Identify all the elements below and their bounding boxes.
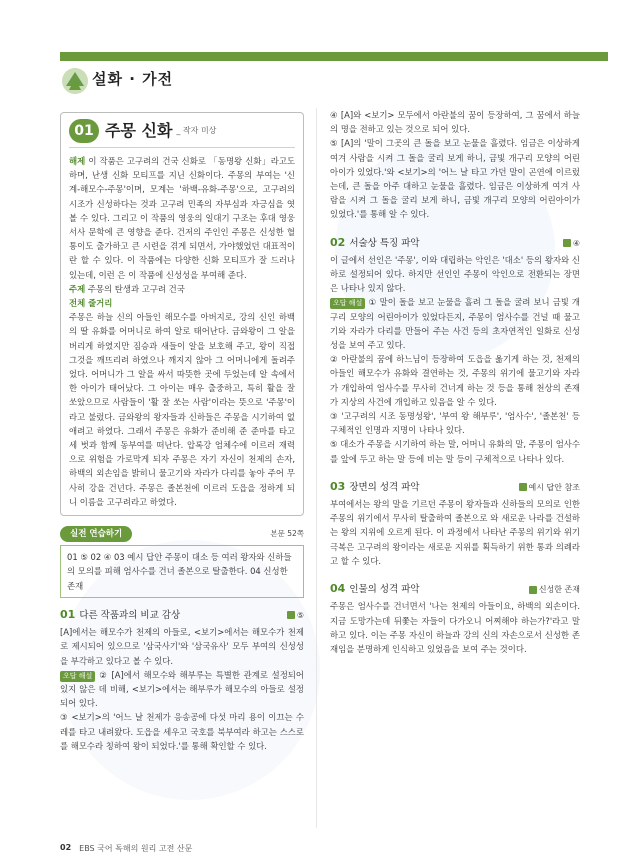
work-header: [69, 119, 295, 148]
summary-label: 전체 줄거리: [69, 298, 113, 309]
q04-body: 주몽은 엄사수를 건너면서 '나는 천제의 아들이요, 하백의 외손이다. 지금 도망가는데 뒤쫓는 자들이 다가오니 어찌해야 하는가?'라고 말하고 있다. 이는 주몽 자신이 하늘과 강의 신의 자손으로서 신성한 존재임을 분명하게 인식하고 있었음을 보여 주는 것이다.: [330, 601, 580, 654]
practice-page-ref: 본문 52쪽: [270, 529, 304, 539]
q01-title: 다른 작품과의 비교 감상: [79, 609, 181, 621]
q02-body2: ② 아란불의 꿈에 하느님이 등장하여 도읍을 옮기게 하는 것, 천제의 아들인 해모수가 유화와 결연하는 것, 주몽의 위기에 물고기와 자라가 개입하여 엄사수를 무사히 건너게 하는 것 등을 통해 천상의 존재가 지상의 사건에 개입하고 있음을 알 수 있다.: [330, 354, 580, 407]
answer-icon: [529, 586, 537, 594]
q03-title: 장면의 성격 파악: [349, 481, 420, 493]
q03-body: 부여에서는 왕의 말을 기르던 주몽이 왕자들과 신하들의 모의로 인한 주몽의 위기에서 무사히 탈출하여 졸본으로 와 새로운 나라를 건설하는 왕의 지위에 오르게 된다. 이 과정에서 나타난 주몽의 위기와 위기 극복은 고구려의 왕이라는 새로운 지위를 획득하기 위한 통과 의례라고 할 수 있다.: [330, 499, 580, 566]
rc-p2: ⑤ [A]의 '말이 그곳의 큰 돌을 보고 눈물을 흘렸다. 임금은 이상하게 여겨 사람을 시켜 그 돌을 굴리 보게 하니, 금빛 개구리 모양의 어린아이가 있었다.'와 <보기>의 '어느 날 타고 가던 말이 곤연에 이르렀는데, 큰 돌을 아주 대하고 눈물을 흘렸다. 임금은 이상하게 여겨 사람을 시켜 그 돌을 굴리 보게 하니, 금빛 개구리 모양의 어린아이가 있었다.'를 통해 알 수 있다.: [330, 138, 580, 220]
q01-header: [60, 608, 304, 623]
page-number: 02: [60, 843, 72, 852]
work-title: 주몽 신화: [105, 120, 173, 140]
subject-label: 주제: [69, 283, 86, 294]
q01-body3: ③ <보기>의 '어느 날 천제가 응송공에 다섯 마리 용이 이끄는 수레를 타고 내려왔다. 도읍을 세우고 국호를 북부여라 하고는 스스로를 해모수라 칭하여 왕이 되었다.'를 통해 확인할 수 있다.: [60, 712, 304, 751]
subject-paragraph: [69, 282, 295, 296]
q04-number: 04: [330, 582, 346, 596]
work-author: _ 작자 미상: [176, 125, 217, 135]
answer-icon: [563, 239, 571, 247]
practice-label: 실전 연습하기: [60, 526, 132, 542]
q03-answer: 예시 답안 참조: [519, 481, 580, 495]
theme-paragraph: [69, 154, 295, 282]
q04-title: 인물의 성격 파악: [349, 584, 420, 596]
wrong-badge: 오답 해설: [60, 671, 95, 682]
q02-header: [330, 236, 580, 251]
q02-wrong: 오답 해설 ① 말이 돌을 보고 눈물을 흘려 그 돌을 굴려 보니 금빛 개구리 모양의 어린아이가 있었다든지, 주몽이 엄사수를 건널 때 물고기와 자라가 다리를 만들어 주는 사건 등의 초자연적인 일화로 신성성을 보여 주고 있다.: [330, 297, 580, 351]
wrong-badge: 오답 해설: [330, 298, 365, 309]
subject-text: 주몽의 탄생과 고구려 건국: [87, 283, 185, 294]
theme-text: 이 작품은 고구려의 건국 신화로 「동명왕 신화」라고도 하며, 난생 신화 모티프를 지닌 신화이다. 주몽의 부여는 '신계-해모수-주몽'이며, 모계는 '하백-유화-주몽'으로, 고구려의 시조가 신성하다는 것과 고구려 민족의 자부심과 자긍심을 엿볼 수 있다. 그리고 이 작품의 영웅의 일대기 구조는 후대 영웅 서사 문학에 큰 영향을 준다. 건저의 주인인 주몽은 신성한 혈통이도 출가하고 큰 시련을 겪게 되면서, 가야했었던 대표적이란 할 수 있다. 이 작품에는 다양한 신화 모티프가 잘 드러나 있는데, 이런 은 이 작품에 신성성을 부여해 준다.: [69, 156, 295, 280]
page-footer: [60, 843, 192, 854]
rc-p1: ④ [A]와 <보기> 모두에서 아란불의 꿈이 등장하여, 그 꿈에서 하늘의 명을 전하고 있는 것으로 되어 있다.: [330, 110, 580, 135]
q02-body3: ③ '고구려의 시조 동명성왕', '부여 왕 해부루', '엄사수', '졸본천' 등 구체적인 인명과 지명이 나타나 있다.: [330, 411, 580, 436]
right-column: [330, 108, 580, 656]
answer-icon: [287, 611, 295, 619]
answer-box: 01 ⑤ 02 ④ 03 예시 답안 주몽이 대소 등 여러 왕자와 신하들의 모의를 피해 엄사수를 건너 졸본으로 탈출한다. 04 신성한 존재: [60, 545, 304, 598]
q02-body: 이 글에서 선인은 '주몽', 이와 대립하는 악인은 '대소' 등의 왕자와 신하로 설정되어 있다. 하지만 선인인 주몽이 악인으로 전환되는 장면은 나타나 있지 않다.: [330, 254, 580, 294]
book-title: EBS 국어 독해의 원리 고전 산문: [79, 844, 193, 853]
q03-number: 03: [330, 479, 346, 493]
theme-label: 해제: [69, 156, 86, 166]
q01-wrong: 오답 해설 ② [A]에서 해모수와 해부루는 특별한 관계로 설정되어 있지 않은 데 비해, <보기>에서는 해부루가 해모수의 아들로 설정되어 있다.: [60, 669, 304, 709]
top-green-bar: [60, 52, 608, 61]
section-leaf-icon: [60, 66, 90, 96]
q02-title: 서술상 특징 파악: [349, 237, 420, 249]
q01-body: [A]에서는 해모수가 천제의 아들로, <보기>에서는 해모수가 천제로 제시되어 있으므로 '삼국사기'와 '삼국유사' 모두 부여의 신성성을 부각하고 있다고 볼 수 있다.: [60, 627, 304, 666]
q04-answer: 신성한 존재: [529, 583, 580, 597]
practice-header: [60, 526, 304, 542]
summary-heading: [69, 296, 295, 310]
q01-number: 01: [60, 607, 76, 621]
column-divider: [316, 108, 317, 828]
q02-number: 02: [330, 235, 346, 249]
summary-text: 주몽은 하늘 신의 아들인 해모수를 아버지로, 강의 신인 하백의 딸 유화를 어머니로 하여 알로 태어난다. 금와왕이 그 알을 버리게 하였지만 짐승과 새들이 알을 보호해 주고, 왕이 직접 그것을 깨뜨리려 하였으나 깨지지 않아 그 어머니에게 돌려주었다. 어머니가 그 알을 싸서 따뜻한 곳에 두었는데 알 속에서 한 아이가 태어났다. 그 아이는 매우 출중하고, 특히 활을 잘 쏘았으므로 사람들이 '활 잘 쏘는 사람'이라는 뜻으로 '주몽'이라고 불렀다. 금와왕의 왕자들과 신하들은 주몽을 시기하여 없애려고 하였다. 그래서 주몽은 유화가 준비해 준 준마를 타고 세 벗과 함께 동부여를 떠난다. 압록강 엄체수에 이르러 재력으로 위험을 가로막게 되자 주몽은 자기 자신이 천제의 손자, 하백의 외손임을 밝히니 물고기와 자라가 다리를 놓아 주어 무사히 강을 건넌다. 주몽은 졸본천에 이르러 도읍을 정하게 되니 이름을 고구려라고 하였다.: [69, 312, 295, 507]
q02-body4: ⑤ 대소가 주몽을 시기하여 하는 말, 어머니 유화의 말, 주몽이 엄사수를 앞에 두고 하는 말 등에 비는 말 등이 구체적으로 나타나 있다.: [330, 439, 580, 464]
q04-header: [330, 582, 580, 597]
section-title: 설화 · 가전: [92, 70, 174, 88]
answer-icon: [519, 483, 527, 491]
work-number: 01: [69, 119, 99, 143]
work-info-box: [60, 112, 304, 516]
q03-header: [330, 480, 580, 495]
q02-answer: ④: [563, 237, 580, 251]
q01-answer: ⑤: [287, 609, 304, 623]
left-column: [60, 112, 304, 753]
